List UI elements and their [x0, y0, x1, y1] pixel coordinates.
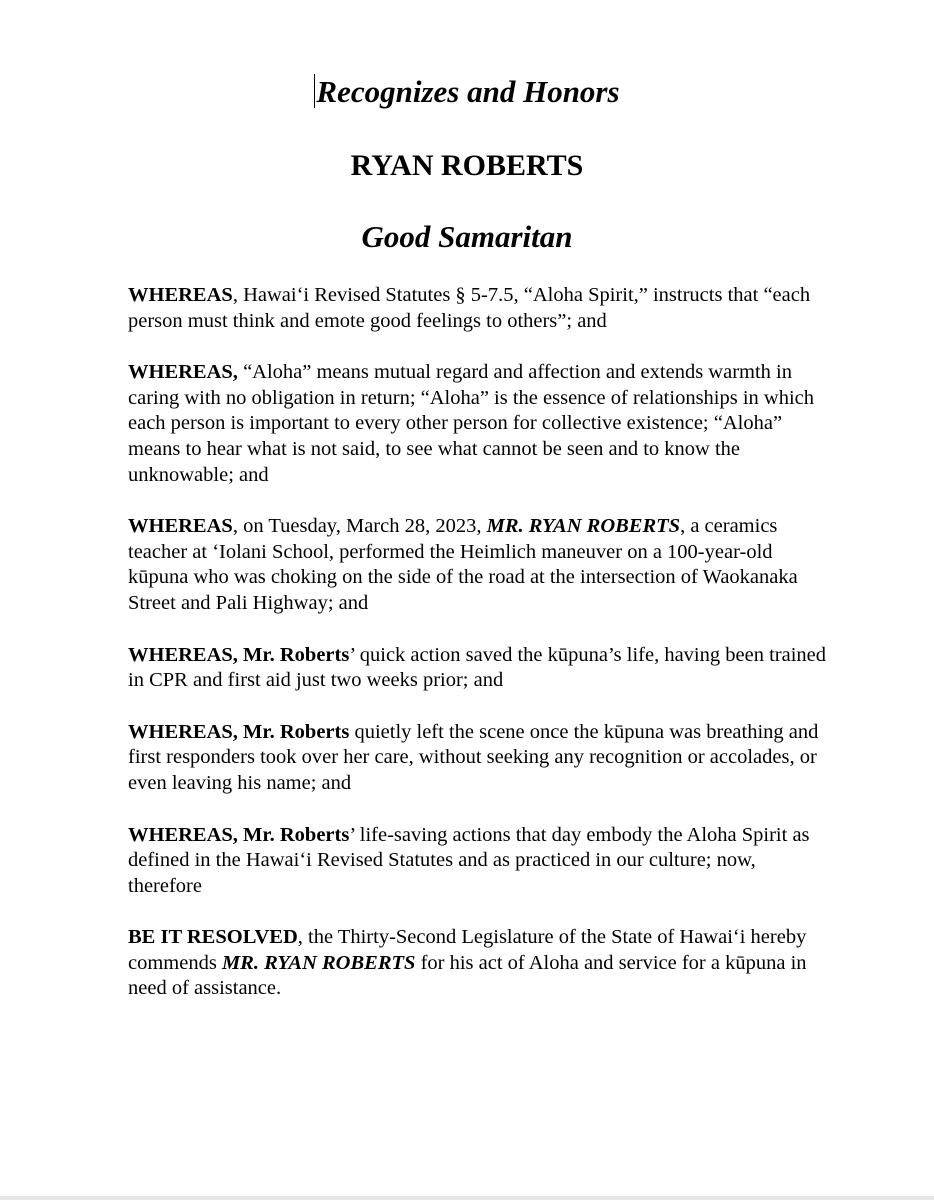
paragraph-lead: WHEREAS, [128, 361, 238, 384]
paragraph-text: quietly left the scene once the kūpuna was breathing and first responders took over her care, without seeking any recognition or accolades, or even leaving his name; and [128, 720, 819, 794]
paragraph-text: ’ quick action saved the kūpuna’s life, having been trained in CPR and first aid just two weeks prior; and [128, 643, 826, 692]
paragraph-lead: WHEREAS, Mr. Roberts [128, 720, 350, 743]
honoree-name: RYAN ROBERTS [350, 149, 584, 182]
honoree-emphasis: MR. RYAN ROBERTS [221, 951, 416, 974]
paragraph-text: , a ceramics teacher at ‘Iolani School, performed the Heimlich maneuver on a 100-year-old kūpuna who was choking on the side of the road at the intersection of Waokanaka Street and Pali Highway; and [128, 515, 798, 614]
paragraph-text: “Aloha” means mutual regard and affection and extends warmth in caring with no obligation in return; “Aloha” is the essence of relationships in which each person is important to every other person for collective existence; “Aloha” means to hear what is not said, to see what cannot be seen and to know the unknowable; and [128, 361, 815, 486]
whereas-paragraph-6 [128, 823, 832, 900]
whereas-paragraph-3 [128, 514, 832, 616]
paragraph-lead: WHEREAS [128, 284, 233, 306]
paragraph-text: , on Tuesday, March 28, 2023, [232, 515, 487, 538]
paragraph-lead: BE IT RESOLVED [128, 926, 298, 949]
paragraph-lead: WHEREAS [128, 515, 233, 538]
recognizes-text: Recognizes and Honors [316, 74, 620, 109]
paragraph-text: for his act of Aloha and service for a kūpuna in need of assistance. [128, 951, 807, 1000]
honoree-emphasis: MR. RYAN ROBERTS [486, 515, 681, 538]
resolved-paragraph [128, 925, 832, 1002]
whereas-paragraph-1 [128, 283, 832, 334]
whereas-paragraph-2 [128, 360, 832, 488]
whereas-paragraph-4 [128, 643, 832, 694]
paragraph-lead: WHEREAS, Mr. Roberts [128, 643, 350, 666]
whereas-paragraph-5 [128, 720, 832, 797]
paragraph-text: , the Thirty-Second Legislature of the State of Hawai‘i hereby commends [128, 926, 807, 974]
paragraph-lead: WHEREAS, Mr. Roberts [128, 823, 350, 846]
resolution-body [128, 283, 832, 1028]
paragraph-text: , Hawai‘i Revised Statutes § 5-7.5, “Aloha Spirit,” instructs that “each person must think and emote good feelings to others”; and [128, 284, 811, 332]
recognition-heading [0, 72, 934, 112]
page-bottom-edge [0, 1196, 934, 1200]
honor-title: Good Samaritan [361, 219, 573, 254]
paragraph-text: ’ life-saving actions that day embody the Aloha Spirit as defined in the Hawai‘i Revised Statutes and as practiced in our culture; now, therefore [128, 823, 810, 897]
